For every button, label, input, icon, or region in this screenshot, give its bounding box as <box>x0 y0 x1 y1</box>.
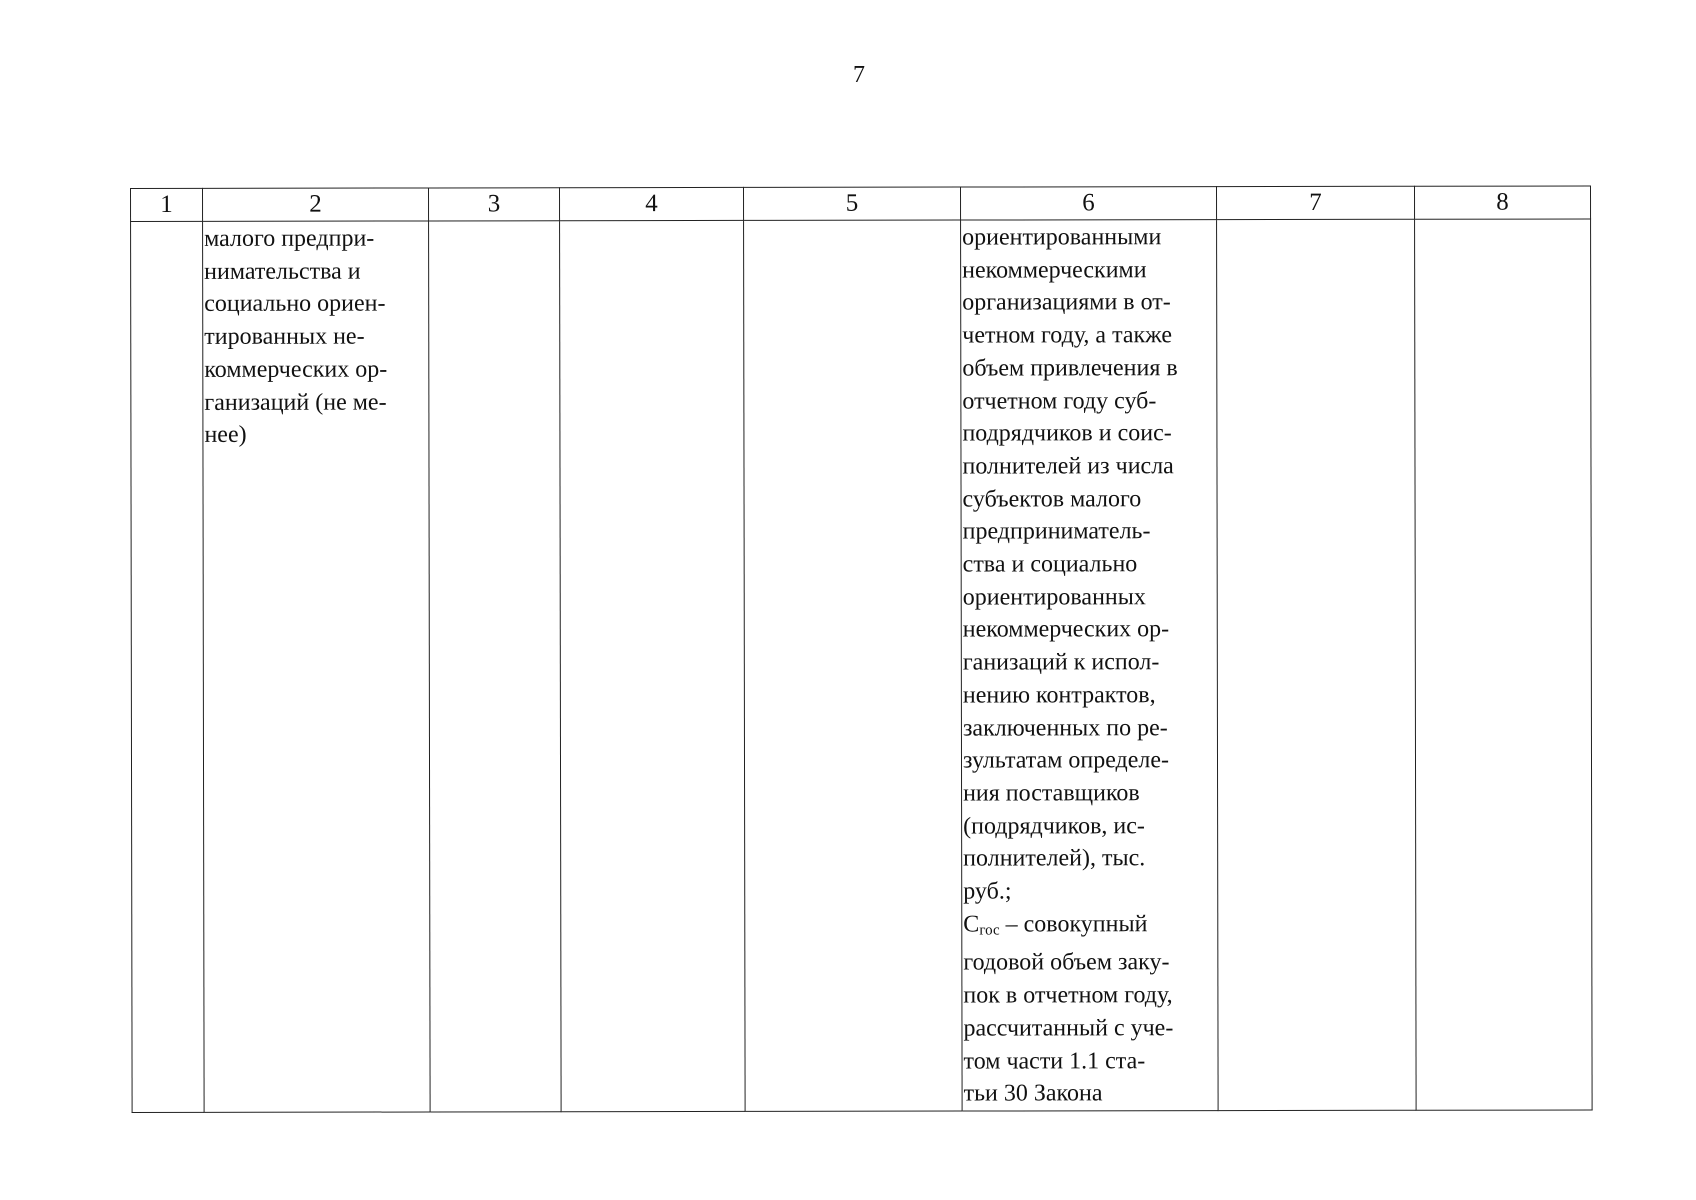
document-table <box>130 185 1593 1113</box>
cell-col-1 <box>131 221 205 1112</box>
text-line: ния поставщиков <box>963 780 1140 807</box>
text-line: нимательства и <box>204 258 361 285</box>
col-header-7: 7 <box>1216 186 1414 219</box>
text-line: ства и социально <box>962 551 1138 578</box>
table-row <box>131 219 1593 1113</box>
text-line: том части 1.1 ста- <box>963 1047 1146 1075</box>
cell-col-8 <box>1415 219 1593 1110</box>
cell-col-5 <box>744 220 963 1111</box>
col-header-2: 2 <box>203 188 429 221</box>
text-line: ориентированными <box>962 224 1162 251</box>
text-line: ганизаций к испол- <box>962 649 1160 676</box>
col-header-4: 4 <box>560 187 744 220</box>
text-line: четном году, а также <box>962 322 1173 349</box>
text-line: организациями в от- <box>962 289 1171 316</box>
col-header-8: 8 <box>1414 186 1590 219</box>
indicator-name-text <box>203 221 428 451</box>
text-line: нению контрактов, <box>962 682 1156 709</box>
col-header-1: 1 <box>131 188 203 221</box>
cell-col-6 <box>961 220 1219 1111</box>
cell-col-4 <box>560 220 746 1111</box>
text-line: тированных не- <box>204 323 365 350</box>
text-line: объем привлечения в <box>962 354 1178 382</box>
col-header-3: 3 <box>429 188 560 221</box>
text-line: нее) <box>204 422 247 449</box>
cell-col-2 <box>203 221 431 1112</box>
formula-subscript: гос <box>979 922 1000 939</box>
formula-definition: – совокупный <box>999 910 1148 938</box>
text-line: полнителей из числа <box>962 453 1174 480</box>
formula-symbol: С <box>963 911 980 938</box>
page-number: 7 <box>853 62 865 88</box>
text-line: полнителей), тыс. <box>963 845 1146 872</box>
text-line: пок в отчетном году, <box>963 982 1173 1009</box>
text-line: заключенных по ре- <box>962 714 1168 742</box>
formula-line <box>963 908 1217 947</box>
text-line: некоммерческих ор- <box>962 616 1170 643</box>
text-line: предприниматель- <box>962 518 1151 545</box>
text-line: ганизаций (не ме- <box>204 389 387 416</box>
text-line: некоммерческими <box>962 256 1147 284</box>
header-row <box>131 186 1591 222</box>
text-line: подрядчиков и соис- <box>962 420 1172 447</box>
text-line: отчетном году суб- <box>962 387 1157 415</box>
text-line: малого предпри- <box>204 225 375 252</box>
text-line: рассчитанный с уче- <box>963 1015 1174 1042</box>
text-line: зультатам определе- <box>962 747 1170 774</box>
text-line: социально ориен- <box>204 290 386 318</box>
text-line: руб.; <box>963 878 1012 905</box>
text-line: (подрядчиков, ис- <box>963 812 1145 840</box>
text-line: коммерческих ор- <box>204 356 388 383</box>
cell-col-3 <box>429 221 562 1112</box>
cell-col-7 <box>1217 219 1417 1110</box>
text-line: ориентированных <box>962 583 1146 611</box>
col-header-5: 5 <box>743 187 960 220</box>
text-line: субъектов малого <box>962 485 1142 513</box>
text-line: годовой объем заку- <box>963 949 1170 977</box>
col-header-6: 6 <box>960 187 1216 220</box>
text-line: тьи 30 Закона <box>963 1080 1103 1107</box>
formula-description-text <box>961 220 1218 1110</box>
